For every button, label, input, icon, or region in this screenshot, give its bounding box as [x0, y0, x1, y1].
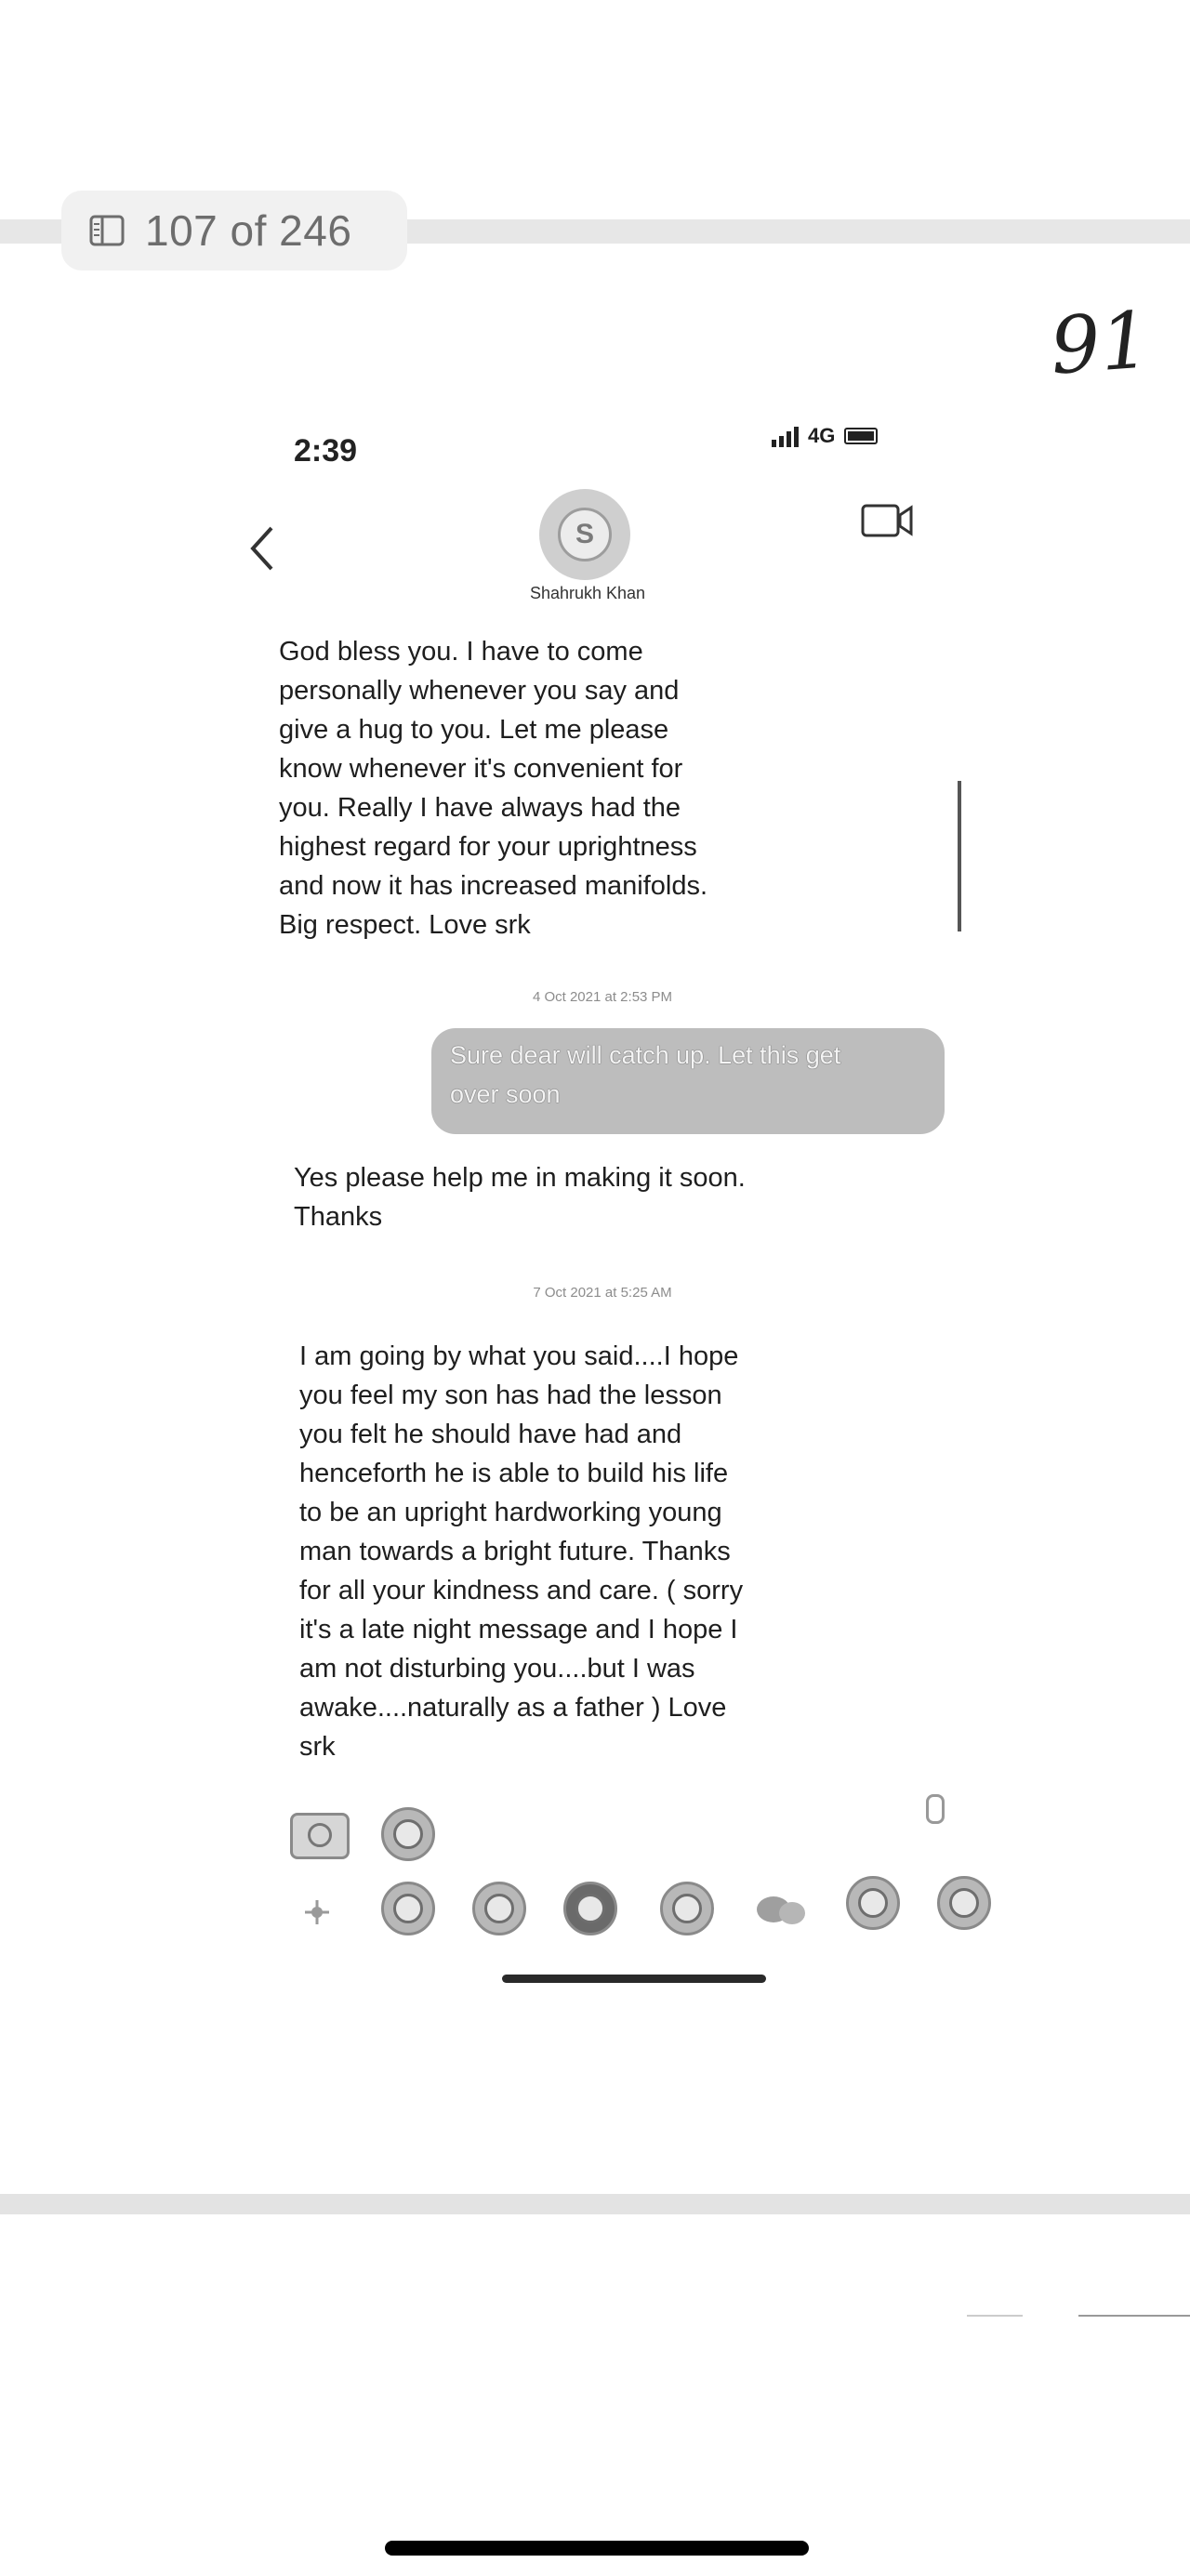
- phone-home-indicator: [502, 1975, 766, 1983]
- message-line: it's a late night message and I hope I: [299, 1615, 738, 1645]
- message-line: highest regard for your uprightness: [279, 832, 697, 862]
- signal-icon: [772, 425, 799, 447]
- page-counter-text: 107 of 246: [145, 206, 352, 255]
- search-images-icon[interactable]: [846, 1876, 900, 1930]
- faint-mark: [967, 2315, 1023, 2317]
- message-line: and now it has increased manifolds.: [279, 871, 708, 901]
- handwritten-page-number: 91: [1047, 294, 1154, 392]
- message-line: Big respect. Love srk: [279, 910, 531, 940]
- app-store-icon[interactable]: [381, 1807, 435, 1861]
- sent-message-bubble: [431, 1028, 945, 1134]
- home-indicator[interactable]: [385, 2541, 809, 2556]
- music-icon[interactable]: [937, 1876, 991, 1930]
- message-line: God bless you. I have to come: [279, 637, 643, 667]
- fitness-icon[interactable]: [563, 1882, 617, 1935]
- message-line: henceforth he is able to build his life: [299, 1459, 729, 1488]
- timestamp-2: 7 Oct 2021 at 5:25 AM: [533, 1285, 672, 1301]
- received-message-1: [279, 632, 781, 945]
- message-line: srk: [299, 1732, 336, 1762]
- message-line: awake....naturally as a father ) Love: [299, 1693, 727, 1723]
- sidebar-panel-icon[interactable]: [89, 215, 125, 246]
- message-line: I am going by what you said....I hope: [299, 1341, 739, 1371]
- message-line: Yes please help me in making it soon.: [294, 1163, 746, 1193]
- message-line: you feel my son has had the lesson: [299, 1380, 722, 1410]
- received-message-3: [299, 1337, 820, 1766]
- message-line: am not disturbing you....but I was: [299, 1654, 695, 1684]
- message-line: for all your kindness and care. ( sorry: [299, 1576, 744, 1605]
- stickers-icon[interactable]: [753, 1887, 809, 1932]
- sparkles-icon[interactable]: [303, 1898, 331, 1926]
- memoji-icon[interactable]: [660, 1882, 714, 1935]
- camera-icon[interactable]: [290, 1813, 350, 1859]
- message-line: you felt he should have had and: [299, 1420, 682, 1449]
- message-line: know whenever it's convenient for: [279, 754, 683, 784]
- message-line: man towards a bright future. Thanks: [299, 1537, 731, 1566]
- battery-icon: [844, 428, 878, 444]
- microphone-icon[interactable]: [926, 1794, 945, 1824]
- video-call-icon[interactable]: [861, 502, 915, 539]
- back-chevron-icon[interactable]: [244, 521, 281, 576]
- app-store-icon[interactable]: [381, 1882, 435, 1935]
- message-line: Thanks: [294, 1202, 383, 1232]
- status-bar-icons: [772, 424, 878, 448]
- contact-name[interactable]: Shahrukh Khan: [529, 584, 646, 602]
- bottom-band: [0, 2194, 1190, 2214]
- timestamp-1: 4 Oct 2021 at 2:53 PM: [532, 989, 673, 1005]
- avatar-letter: S: [558, 508, 612, 561]
- status-time: 2:39: [294, 433, 358, 469]
- message-line: give a hug to you. Let me please: [279, 715, 669, 745]
- scroll-indicator: [958, 781, 961, 931]
- message-line: over soon: [450, 1080, 561, 1108]
- message-line: to be an upright hardworking young: [299, 1498, 722, 1527]
- faint-mark: [1078, 2315, 1190, 2317]
- audio-icon[interactable]: [472, 1882, 526, 1935]
- message-line: you. Really I have always had the: [279, 793, 681, 823]
- network-label: 4G: [808, 424, 836, 447]
- message-line: personally whenever you say and: [279, 676, 680, 706]
- message-line: Sure dear will catch up. Let this get: [450, 1041, 841, 1069]
- contact-avatar[interactable]: [539, 489, 630, 580]
- received-message-2: [294, 1158, 814, 1236]
- page-counter[interactable]: [61, 191, 407, 271]
